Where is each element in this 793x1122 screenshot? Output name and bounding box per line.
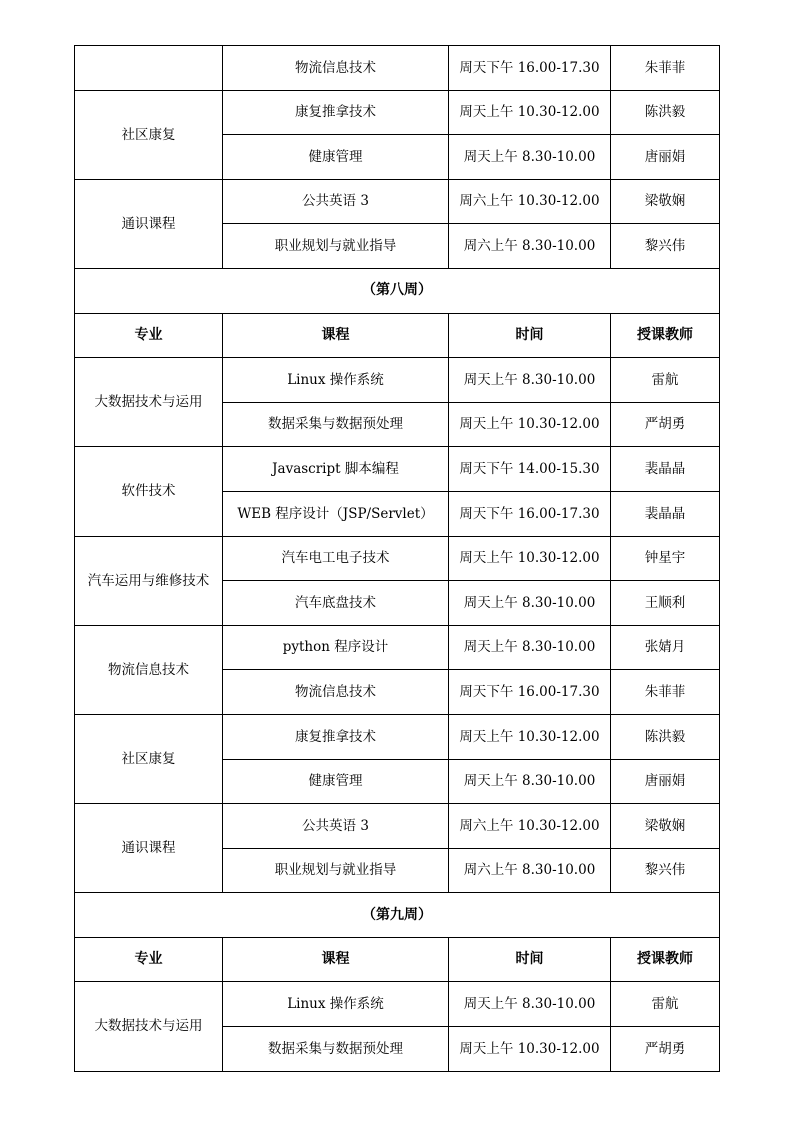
course-cell: 职业规划与就业指导	[223, 848, 449, 893]
teacher-cell: 朱菲菲	[611, 46, 720, 91]
teacher-cell: 陈洪毅	[611, 714, 720, 759]
time-cell: 周六上午 10.30-12.00	[449, 804, 611, 849]
time-cell: 周天上午 8.30-10.00	[449, 982, 611, 1027]
time-cell: 周天上午 8.30-10.00	[449, 135, 611, 180]
time-cell: 周天上午 8.30-10.00	[449, 759, 611, 804]
time-cell: 周天下午 16.00-17.30	[449, 491, 611, 536]
course-cell: 物流信息技术	[223, 46, 449, 91]
major-cell: 软件技术	[75, 447, 223, 536]
time-cell: 周天上午 10.30-12.00	[449, 714, 611, 759]
course-cell: 健康管理	[223, 135, 449, 180]
time-cell: 周天上午 8.30-10.00	[449, 625, 611, 670]
teacher-cell: 王顺利	[611, 581, 720, 626]
table-row	[75, 179, 720, 224]
header-row	[75, 313, 720, 358]
course-cell: WEB 程序设计（JSP/Servlet）	[223, 491, 449, 536]
table-row	[75, 714, 720, 759]
course-cell: 职业规划与就业指导	[223, 224, 449, 269]
course-cell: 数据采集与数据预处理	[223, 402, 449, 447]
header-teacher: 授课教师	[611, 937, 720, 982]
course-cell: 康复推拿技术	[223, 90, 449, 135]
course-cell: 公共英语 3	[223, 804, 449, 849]
header-course: 课程	[223, 313, 449, 358]
week-title: （第九周）	[75, 893, 720, 938]
table-row	[75, 982, 720, 1027]
table-row	[75, 536, 720, 581]
table-row	[75, 625, 720, 670]
time-cell: 周六上午 10.30-12.00	[449, 179, 611, 224]
time-cell: 周天上午 10.30-12.00	[449, 90, 611, 135]
time-cell: 周天下午 16.00-17.30	[449, 670, 611, 715]
teacher-cell: 黎兴伟	[611, 848, 720, 893]
course-cell: Linux 操作系统	[223, 982, 449, 1027]
major-cell: 大数据技术与运用	[75, 982, 223, 1071]
teacher-cell: 严胡勇	[611, 402, 720, 447]
teacher-cell: 唐丽娟	[611, 135, 720, 180]
table-row	[75, 447, 720, 492]
course-cell: Linux 操作系统	[223, 358, 449, 403]
time-cell: 周天下午 14.00-15.30	[449, 447, 611, 492]
header-major: 专业	[75, 313, 223, 358]
time-cell: 周六上午 8.30-10.00	[449, 848, 611, 893]
time-cell: 周天上午 8.30-10.00	[449, 581, 611, 626]
teacher-cell: 严胡勇	[611, 1027, 720, 1072]
teacher-cell: 张婧月	[611, 625, 720, 670]
course-cell: python 程序设计	[223, 625, 449, 670]
week-title: （第八周）	[75, 268, 720, 313]
teacher-cell: 裴晶晶	[611, 491, 720, 536]
week-title-row	[75, 268, 720, 313]
teacher-cell: 梁敬娴	[611, 179, 720, 224]
time-cell: 周天上午 10.30-12.00	[449, 402, 611, 447]
table-row	[75, 358, 720, 403]
header-course: 课程	[223, 937, 449, 982]
teacher-cell: 雷航	[611, 358, 720, 403]
schedule-body	[75, 46, 720, 1072]
week-title-row	[75, 893, 720, 938]
time-cell: 周天上午 8.30-10.00	[449, 358, 611, 403]
table-row	[75, 804, 720, 849]
major-cell-continued	[75, 46, 223, 91]
major-cell: 社区康复	[75, 714, 223, 803]
time-cell: 周天上午 10.30-12.00	[449, 1027, 611, 1072]
teacher-cell: 唐丽娟	[611, 759, 720, 804]
time-cell: 周六上午 8.30-10.00	[449, 224, 611, 269]
course-schedule-table	[74, 45, 720, 1072]
course-cell: 公共英语 3	[223, 179, 449, 224]
schedule-sheet	[74, 45, 719, 1072]
course-cell: 物流信息技术	[223, 670, 449, 715]
teacher-cell: 梁敬娴	[611, 804, 720, 849]
major-cell: 通识课程	[75, 804, 223, 893]
teacher-cell: 朱菲菲	[611, 670, 720, 715]
table-row	[75, 90, 720, 135]
course-cell: 康复推拿技术	[223, 714, 449, 759]
course-cell: Javascript 脚本编程	[223, 447, 449, 492]
header-time: 时间	[449, 937, 611, 982]
teacher-cell: 雷航	[611, 982, 720, 1027]
major-cell: 汽车运用与维修技术	[75, 536, 223, 625]
table-row	[75, 46, 720, 91]
teacher-cell: 陈洪毅	[611, 90, 720, 135]
teacher-cell: 钟星宇	[611, 536, 720, 581]
teacher-cell: 黎兴伟	[611, 224, 720, 269]
time-cell: 周天上午 10.30-12.00	[449, 536, 611, 581]
major-cell: 物流信息技术	[75, 625, 223, 714]
time-cell: 周天下午 16.00-17.30	[449, 46, 611, 91]
header-row	[75, 937, 720, 982]
header-teacher: 授课教师	[611, 313, 720, 358]
major-cell: 社区康复	[75, 90, 223, 179]
course-cell: 健康管理	[223, 759, 449, 804]
course-cell: 汽车电工电子技术	[223, 536, 449, 581]
header-major: 专业	[75, 937, 223, 982]
course-cell: 汽车底盘技术	[223, 581, 449, 626]
major-cell: 大数据技术与运用	[75, 358, 223, 447]
header-time: 时间	[449, 313, 611, 358]
major-cell: 通识课程	[75, 179, 223, 268]
course-cell: 数据采集与数据预处理	[223, 1027, 449, 1072]
teacher-cell: 裴晶晶	[611, 447, 720, 492]
